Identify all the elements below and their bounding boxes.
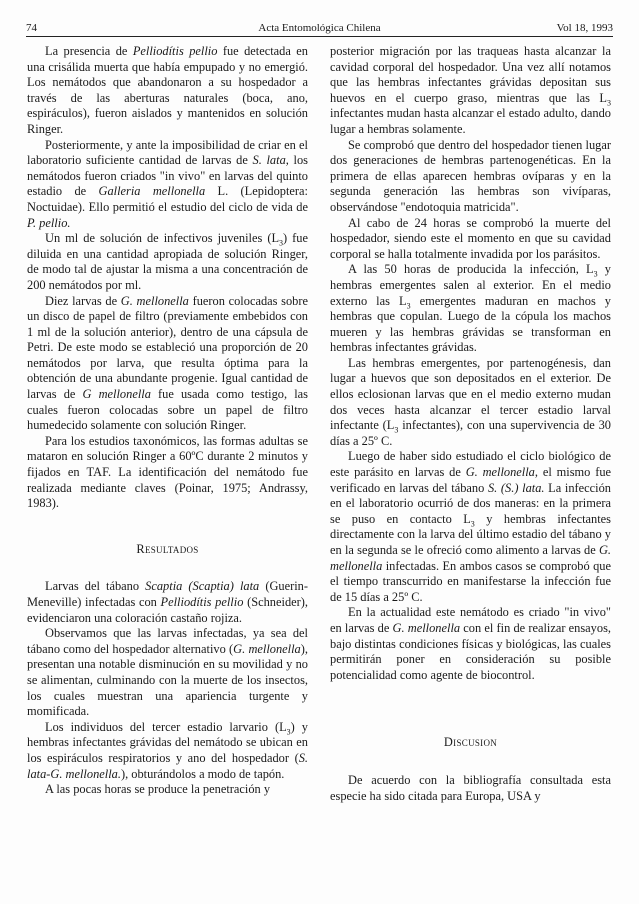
section-heading-discusion: Discusion (443, 735, 498, 750)
paragraph (330, 773, 611, 804)
text-run: La infección en el laboratorio ocurrió de dos maneras: en la primera se puso en contacto L (330, 480, 611, 526)
paragraph (27, 44, 308, 138)
italic-run: S. lata, (252, 153, 289, 168)
subscript-run: 3 (279, 238, 284, 248)
text-run: , el mismo fue verificado en larvas del tábano (330, 465, 612, 495)
subscript-run: 3 (406, 300, 411, 310)
text-run: emergentes maduran en machos y hembras que copulan. Luego de la cópula los machos mueren y las hembras grávidas se transforman en hembras infectantes grávidas. (330, 293, 611, 355)
paragraph (330, 356, 611, 450)
paragraph (27, 434, 308, 512)
italic-run: G. mellonella (330, 543, 611, 573)
page-number: 74 (26, 22, 37, 34)
paragraph (27, 720, 308, 782)
paragraph (27, 294, 308, 434)
paragraph (27, 138, 308, 232)
header-rule (26, 36, 613, 37)
italic-run: P. pellio. (27, 215, 71, 230)
text-run: fue usada como testigo, las cuales fueron colocadas sobre un papel de filtro humedecido solamente con solución Ringer. (27, 387, 308, 433)
paragraph (330, 262, 611, 356)
text-run: ) fue diluida en una cantidad apropiada de solución Ringer, de modo tal de ajustar la misma a una concentración de 200 nemátodos por ml. (27, 231, 308, 292)
paragraph (330, 449, 611, 605)
subscript-run: 3 (286, 727, 291, 737)
paragraph (330, 138, 611, 216)
text-run: ), obturándolos a modo de tapón. (120, 766, 285, 781)
text-run: Los individuos del tercer estadio larvario (L (45, 719, 287, 734)
text-run: (Guerin-Meneville) infectadas con (27, 579, 308, 609)
paragraph (27, 579, 308, 626)
text-run: Un ml de solución de infectivos juveniles (L (45, 231, 280, 246)
text-run: L. (Lepidoptera: Noctuidae). Ello permitió el estudio del ciclo de vida de (27, 184, 308, 214)
paragraph (330, 605, 611, 683)
volume-info: Vol 18, 1993 (556, 22, 613, 34)
text-run: Observamos que las larvas infectadas, ya sea del tábano como del hospedador alternativo ( (27, 626, 308, 656)
text-run: infectantes), con una supervivencia de 30 días a 25º C. (330, 418, 611, 448)
italic-run: G. mellonella (465, 465, 535, 480)
text-run: Las hembras emergentes, por partenogénesis, dan lugar a huevos que son depositados en el exterior. De ellos eclosionan larvas que en el medio externo mudan dos veces hasta alcanzar el tercer estadio larval infectante (L (330, 355, 611, 433)
text-run: con el fin de realizar ensayos, bajo distintas condiciones físicas y biológicas, las cuales permitirán poner en consideración su posible potencialidad como agente de biocontrol. (330, 620, 611, 682)
text-run: Se comprobó que dentro del hospedador tienen lugar dos generaciones de hembras partenogenéticas. En la primera de ellas aparecen hembras ovíparas y en la segunda generación las hembras son vivíparas, observándose "endotoquia matricida". (330, 137, 611, 214)
text-run: y hembras emergentes salen al exterior. En el medio externo las L (330, 262, 611, 308)
italic-run: Pelliodítis pellio (160, 595, 244, 609)
subscript-run: 3 (593, 269, 598, 279)
left-column (27, 44, 308, 798)
text-run: A las pocas horas se produce la penetración y (45, 782, 271, 797)
italic-run: G. mellonella (233, 641, 301, 656)
italic-run: G. mellonella (392, 620, 461, 635)
paragraph (330, 216, 611, 263)
text-run: Luego de haber sido estudiado el ciclo biológico de este parásito en larvas de (330, 449, 611, 480)
text-run: infectantes mudan hasta alcanzar el estado adulto, dando lugar a hembras solamente. (330, 106, 611, 136)
subscript-run: 3 (470, 519, 475, 529)
text-run: Larvas del tábano (45, 579, 146, 594)
paragraph (330, 44, 611, 138)
subscript-run: 3 (394, 425, 399, 435)
text-run: Al cabo de 24 horas se comprobó la muerte del hospedador, siendo este el momento en que su cavidad corporal se halla totalmente invadida por los parásitos. (330, 215, 611, 261)
text-run: Diez larvas de (45, 293, 121, 308)
paragraph (27, 782, 308, 798)
subscript-run: 3 (607, 98, 611, 108)
journal-title: Acta Entomológica Chilena (258, 22, 381, 34)
text-run: Para los estudios taxonómicos, las formas adultas se mataron en solución Ringer a 60ºC durante 2 minutos y fijados en TAF. La identificación del nemátodo fue realizada mediante claves (Poinar, 1975; Andrassy, 1983). (27, 433, 308, 511)
paragraph (27, 231, 308, 293)
italic-run: Pelliodítis pellio (132, 44, 218, 58)
text-run: fueron colocadas sobre un disco de papel de filtro (previamente embebidos con 1 ml de la solución anterior), dentro de una cápsula de Petri. De este modo se estableció una proporción de 20 nemátodos por larva, que resulta óptima para la obtención de una abundante progenie. Igual cantidad de larvas de (27, 293, 308, 402)
italic-run: G. mellonella (120, 293, 189, 308)
running-header (26, 22, 613, 36)
paragraph (27, 626, 308, 720)
text-run: A las 50 horas de producida la infección, L (348, 262, 594, 277)
text-run: los nemátodos fueron criados "in vivo" en larvas del quinto estadio de (27, 153, 308, 199)
text-run: La presencia de (45, 44, 133, 58)
text-run: ), presentan una notable disminución en su movilidad y no se alimentan, culminando con la muerte de los insectos, los cuales muestran una apariencia turgente y momificada. (27, 641, 308, 719)
text-run: (Schneider), evidenciaron una coloración castaño rojiza. (27, 595, 308, 625)
text-run: De acuerdo con la bibliografía consultada esta especie ha sido citada para Europa, USA y (330, 772, 611, 803)
italic-run: Scaptia (Scaptia) lata (145, 579, 260, 594)
section-heading-resultados: Resultados (136, 541, 199, 556)
text-run: posterior migración por las traqueas hasta alcanzar la cavidad corporal del hospedador. Una vez allí notamos que las hembras infectantes grávidas depositan sus huevos en el cuerpo graso, mientras que las L (330, 44, 611, 105)
right-column (330, 44, 611, 804)
italic-run: G mellonella (82, 387, 151, 402)
text-run: y hembras infectantes directamente con la larva del último estadio del tábano y en la segunda se le ofreció como alimento a larvas de (330, 511, 611, 557)
text-run: ) y hembras infectantes grávidas del nemátodo se ubican en los espiráculos respiratorios y ano del hospedador ( (27, 719, 308, 765)
text-run: infectadas. En ambos casos se comprobó que el tiempo transcurrido en manifestarse la infección fue de 15 días a 25º C. (330, 558, 611, 604)
text-run: En la actualidad este nemátodo es criado "in vivo" en larvas de (330, 605, 611, 635)
italic-run: S. (S.) lata. (487, 480, 545, 495)
text-run: fue detectada en una crisálida muerta que había empupado y no emergió. Los nemátodos que abandonaron a su hospedador a través de las aberturas naturales (boca, ano, espiráculos), fueron aislados y mantenidos en solución Ringer. (27, 44, 308, 136)
italic-run: Galleria mellonella (98, 184, 206, 199)
text-run: Posteriormente, y ante la imposibilidad de criar en el laboratorio suficiente cantidad de larvas de (27, 137, 308, 168)
italic-run: S. lata-G. mellonella. (27, 750, 308, 781)
